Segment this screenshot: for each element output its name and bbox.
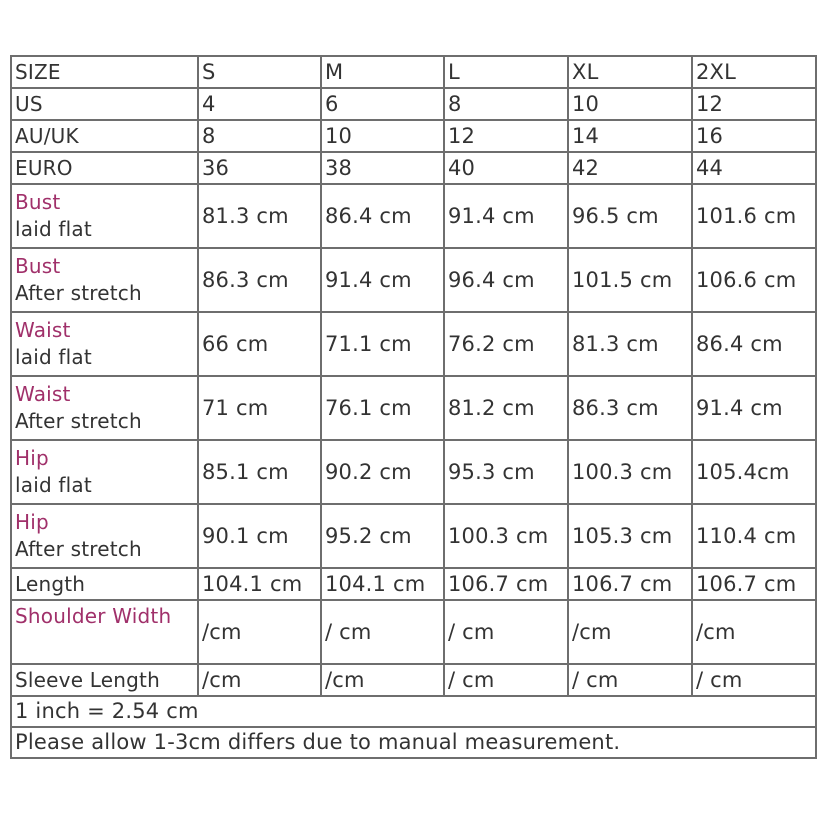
cell: 90.1 cm bbox=[198, 504, 321, 568]
cell: /cm bbox=[692, 600, 816, 664]
row-label bbox=[11, 600, 198, 664]
row-label: US bbox=[11, 88, 198, 120]
row-label-sub: laid flat bbox=[15, 473, 92, 497]
size-l: L bbox=[444, 56, 568, 88]
row-hip-after-stretch bbox=[11, 504, 816, 568]
cell: / cm bbox=[568, 664, 692, 696]
row-label-sub: After stretch bbox=[15, 281, 142, 305]
row-label-sub: laid flat bbox=[15, 217, 92, 241]
cell: 105.3 cm bbox=[568, 504, 692, 568]
size-xl: XL bbox=[568, 56, 692, 88]
header-row bbox=[11, 56, 816, 88]
cell: 12 bbox=[692, 88, 816, 120]
cell: /cm bbox=[198, 664, 321, 696]
cell: 86.4 cm bbox=[321, 184, 444, 248]
cell: 36 bbox=[198, 152, 321, 184]
row-us bbox=[11, 88, 816, 120]
row-label-main: Bust bbox=[15, 254, 61, 278]
size-header-label: SIZE bbox=[11, 56, 198, 88]
cell: 8 bbox=[444, 88, 568, 120]
cell: 106.7 cm bbox=[568, 568, 692, 600]
cell: 10 bbox=[568, 88, 692, 120]
cell: 106.7 cm bbox=[444, 568, 568, 600]
row-label-main: Hip bbox=[15, 510, 49, 534]
row-label-main: Bust bbox=[15, 190, 61, 214]
cell: 100.3 cm bbox=[444, 504, 568, 568]
cell: / cm bbox=[444, 664, 568, 696]
row-label-sub: After stretch bbox=[15, 409, 142, 433]
cell: /cm bbox=[568, 600, 692, 664]
row-label bbox=[11, 504, 198, 568]
cell: 91.4 cm bbox=[692, 376, 816, 440]
row-length bbox=[11, 568, 816, 600]
cell: 96.5 cm bbox=[568, 184, 692, 248]
cell: 90.2 cm bbox=[321, 440, 444, 504]
row-label bbox=[11, 248, 198, 312]
note-row-disclaimer bbox=[11, 727, 816, 758]
row-label-main: Hip bbox=[15, 446, 49, 470]
cell: 14 bbox=[568, 120, 692, 152]
row-label: Sleeve Length bbox=[11, 664, 198, 696]
note-row-conversion bbox=[11, 696, 816, 727]
note-conversion: 1 inch = 2.54 cm bbox=[11, 696, 816, 727]
cell: /cm bbox=[321, 664, 444, 696]
cell: 86.4 cm bbox=[692, 312, 816, 376]
row-label bbox=[11, 312, 198, 376]
cell: 71 cm bbox=[198, 376, 321, 440]
row-hip-laid-flat bbox=[11, 440, 816, 504]
cell: 16 bbox=[692, 120, 816, 152]
row-label-sub: laid flat bbox=[15, 345, 92, 369]
cell: 91.4 cm bbox=[444, 184, 568, 248]
row-euro bbox=[11, 152, 816, 184]
cell: 110.4 cm bbox=[692, 504, 816, 568]
cell: 104.1 cm bbox=[198, 568, 321, 600]
size-m: M bbox=[321, 56, 444, 88]
cell: 101.5 cm bbox=[568, 248, 692, 312]
cell: 38 bbox=[321, 152, 444, 184]
cell: 40 bbox=[444, 152, 568, 184]
cell: 85.1 cm bbox=[198, 440, 321, 504]
row-bust-after-stretch bbox=[11, 248, 816, 312]
row-label bbox=[11, 376, 198, 440]
cell: 101.6 cm bbox=[692, 184, 816, 248]
row-label-main: Waist bbox=[15, 382, 71, 406]
cell: 86.3 cm bbox=[568, 376, 692, 440]
row-label: AU/UK bbox=[11, 120, 198, 152]
row-label-main: Shoulder Width bbox=[15, 604, 172, 628]
row-label: EURO bbox=[11, 152, 198, 184]
cell: 66 cm bbox=[198, 312, 321, 376]
cell: / cm bbox=[444, 600, 568, 664]
cell: 8 bbox=[198, 120, 321, 152]
row-bust-laid-flat bbox=[11, 184, 816, 248]
cell: / cm bbox=[692, 664, 816, 696]
cell: 95.3 cm bbox=[444, 440, 568, 504]
cell: /cm bbox=[198, 600, 321, 664]
row-shoulder-width bbox=[11, 600, 816, 664]
row-label: Length bbox=[11, 568, 198, 600]
row-label bbox=[11, 184, 198, 248]
cell: 81.2 cm bbox=[444, 376, 568, 440]
size-chart-table bbox=[10, 55, 817, 759]
cell: 71.1 cm bbox=[321, 312, 444, 376]
cell: / cm bbox=[321, 600, 444, 664]
row-au-uk bbox=[11, 120, 816, 152]
cell: 10 bbox=[321, 120, 444, 152]
cell: 76.1 cm bbox=[321, 376, 444, 440]
cell: 81.3 cm bbox=[198, 184, 321, 248]
cell: 91.4 cm bbox=[321, 248, 444, 312]
cell: 81.3 cm bbox=[568, 312, 692, 376]
cell: 4 bbox=[198, 88, 321, 120]
size-s: S bbox=[198, 56, 321, 88]
row-waist-laid-flat bbox=[11, 312, 816, 376]
cell: 104.1 cm bbox=[321, 568, 444, 600]
cell: 12 bbox=[444, 120, 568, 152]
cell: 42 bbox=[568, 152, 692, 184]
row-label-main: Waist bbox=[15, 318, 71, 342]
cell: 76.2 cm bbox=[444, 312, 568, 376]
cell: 96.4 cm bbox=[444, 248, 568, 312]
row-waist-after-stretch bbox=[11, 376, 816, 440]
note-disclaimer: Please allow 1-3cm differs due to manual measurement. bbox=[11, 727, 816, 758]
cell: 6 bbox=[321, 88, 444, 120]
cell: 100.3 cm bbox=[568, 440, 692, 504]
cell: 106.7 cm bbox=[692, 568, 816, 600]
cell: 105.4cm bbox=[692, 440, 816, 504]
cell: 106.6 cm bbox=[692, 248, 816, 312]
cell: 44 bbox=[692, 152, 816, 184]
cell: 95.2 cm bbox=[321, 504, 444, 568]
row-label-sub: After stretch bbox=[15, 537, 142, 561]
row-sleeve-length bbox=[11, 664, 816, 696]
row-label bbox=[11, 440, 198, 504]
cell: 86.3 cm bbox=[198, 248, 321, 312]
size-2xl: 2XL bbox=[692, 56, 816, 88]
